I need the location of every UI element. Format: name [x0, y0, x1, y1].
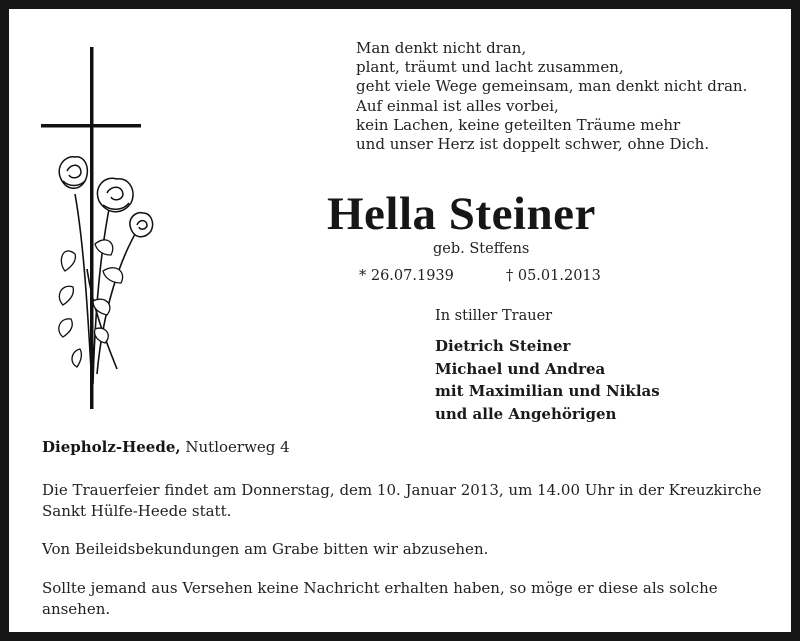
memorial-poem: [356, 39, 747, 154]
cross-with-roses-icon: [35, 39, 165, 419]
poem-line: plant, träumt und lacht zusammen,: [356, 58, 624, 77]
poem-line: geht viele Wege gemeinsam, man denkt nicht dran.: [356, 77, 748, 96]
death-date: † 05.01.2013: [506, 268, 601, 284]
address-place: Diepholz-Heede,: [42, 438, 181, 456]
funeral-info-paragraph: Die Trauerfeier findet am Donnerstag, dem 10. Januar 2013, um 14.00 Uhr in der Kreuzkirche Sankt Hülfe-Heede statt.: [42, 481, 762, 520]
mourner-entry: mit Maximilian und Niklas: [435, 382, 660, 400]
notice-paragraph: Sollte jemand aus Versehen keine Nachricht erhalten haben, so möge er diese als solche ansehen.: [42, 579, 718, 618]
deceased-name: Hella Steiner: [327, 188, 596, 240]
maiden-name: geb. Steffens: [433, 241, 530, 257]
poem-line: und unser Herz ist doppelt schwer, ohne Dich.: [356, 135, 710, 154]
mourners-list: [435, 335, 660, 425]
poem-line: kein Lachen, keine geteilten Träume mehr: [356, 115, 681, 134]
poem-line: Auf einmal ist alles vorbei,: [356, 96, 559, 115]
poem-line: Man denkt nicht dran,: [356, 39, 527, 57]
mourner-entry: Dietrich Steiner: [435, 337, 571, 355]
mourning-label: In stiller Trauer: [435, 308, 553, 324]
mourner-entry: Michael und Andrea: [435, 359, 606, 378]
birth-date: * 26.07.1939: [359, 268, 454, 284]
mourner-entry: und alle Angehörigen: [435, 404, 617, 423]
condolence-paragraph: Von Beileidsbekundungen am Grabe bitten wir abzusehen.: [42, 540, 489, 558]
address-street: Nutloerweg 4: [185, 438, 290, 456]
address: [42, 438, 290, 456]
